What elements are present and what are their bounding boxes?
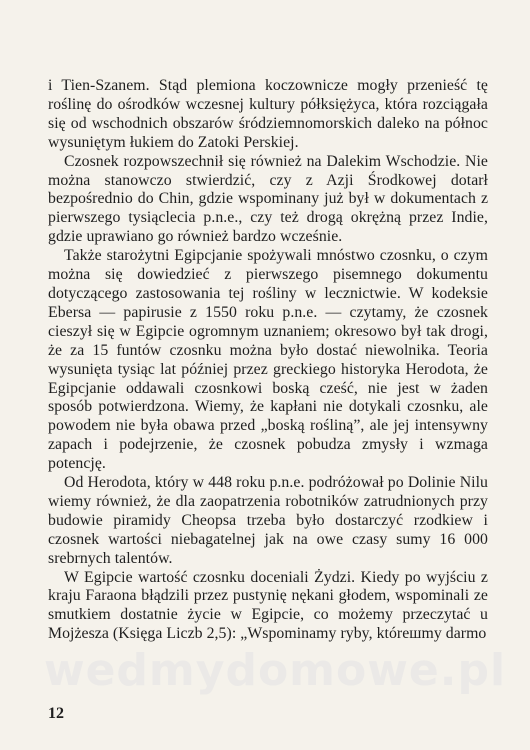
site-watermark: wedmydomowe.pl [43, 645, 507, 696]
paragraph-1: i Tien-Szanem. Stąd plemiona koczownicze mogły przenieść tę roślinę do ośrodków wczesnej kultury półksiężyca, która rozciągała się od wschodnich obszarów śródziemnomorskich daleko na północ wysuniętym łukiem do Zatoki Perskiej. [48, 77, 488, 151]
paragraph-5: W Egipcie wartość czosnku doceniali Żydzi. Kiedy po wyjściu z kraju Faraona błądzili przez pustynię nękani głodem, wspominali ze smutkiem dostatnie życie w Egipcie, co możemy przeczytać u Mojżesza (Księga Liczb 2,5): „Wspominamy ryby, którешmy darmo [48, 568, 488, 643]
paragraph-4: Od Herodota, który w 448 roku p.n.e. podróżował po Dolinie Nilu wiemy również, że dla zaopatrzenia robotników zatrudnionych przy budowie piramidy Cheopsa trzeba było dostarczyć rzodkiew i czosnek wartości niebagatelnej jak na owe czasy sumy 16 000 srebrnych talentów. [48, 474, 488, 567]
body-text [48, 77, 488, 644]
page-number: 12 [48, 705, 64, 722]
paragraph-2: Czosnek rozpowszechnił się również na Dalekim Wschodzie. Nie można stanowczo stwierdzić, czy z Azji Środkowej dotarł bezpośrednio do Chin, gdzie wspominany już był w dokumentach z pierwszego tysiąclecia p.n.e., czy też drogą okrężną przez Indie, gdzie uprawiano go również bardzo wcześnie. [48, 152, 488, 246]
paragraph-3: Także starożytni Egipcjanie spożywali mnóstwo czosnku, o czym można się dowiedzieć z pierwszego pisemnego dokumentu dotyczącego zastosowania tej rośliny w lecznictwie. W kodeksie Ebersa — papirusie z 1550 roku p.n.e. — czytamy, że czosnek cieszył się w Egipcie ogromnym uznaniem; okresowo był tak drogi, że za 15 funtów czosnku można było dostać niewolnika. Teoria wysunięta tysiąc lat później przez greckiego historyka Herodota, że Egipcjanie oddawali czosnkowi boską cześć, nie jest w żaden sposób potwierdzona. Wiemy, że kapłani nie dotykali czosnku, ale powodem nie była obawa przed „boską rośliną”, ale jej intensywny zapach i podejrzenie, że czosnek pobudza zmysły i wzmaga potencję. [48, 247, 488, 473]
